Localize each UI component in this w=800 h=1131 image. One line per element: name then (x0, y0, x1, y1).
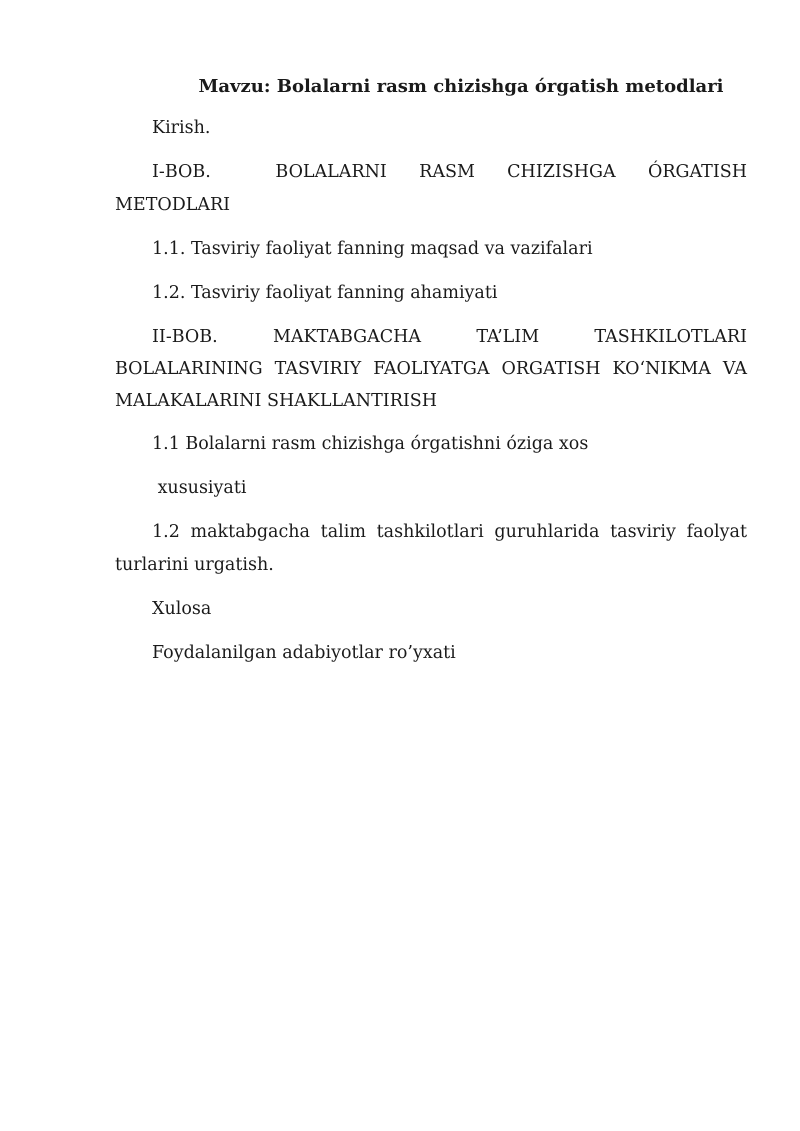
document-body (115, 72, 753, 670)
toc-item-chapter-1: I-BOB. BOLALARNI RASM CHIZISHGA ÓRGATISH METODLARI (115, 162, 753, 215)
toc-item-conclusion: Xulosa (152, 599, 212, 619)
toc-item-chapter-2: II-BOB. MAKTABGACHA TA’LIM TASHKILOTLARI BOLALARINING TASVIRIY FAOLIYATGA ORGATISH KO‘NIKMA VA MALAKALARINI SHAKLLANTIRISH (115, 327, 753, 411)
toc-item-section-2-2: 1.2 maktabgacha talim tashkilotlari guruhlarida tasviriy faolyat turlarini urgatish. (115, 522, 747, 575)
document-title: Mavzu: Bolalarni rasm chizishga órgatish metodlari (198, 76, 724, 97)
toc-item-bibliography: Foydalanilgan adabiyotlar ro’yxati (152, 643, 456, 663)
toc-item-section-1-2: 1.2. Tasviriy faoliyat fanning ahamiyati (152, 283, 498, 303)
toc-item-section-2-1: 1.1 Bolalarni rasm chizishga órgatishni óziga xos (152, 434, 589, 454)
toc-item-section-1-1: 1.1. Tasviriy faoliyat fanning maqsad va vazifalari (152, 239, 593, 259)
toc-item-section-2-1-continued: xususiyati (152, 478, 247, 498)
toc-item-introduction: Kirish. (152, 118, 211, 138)
